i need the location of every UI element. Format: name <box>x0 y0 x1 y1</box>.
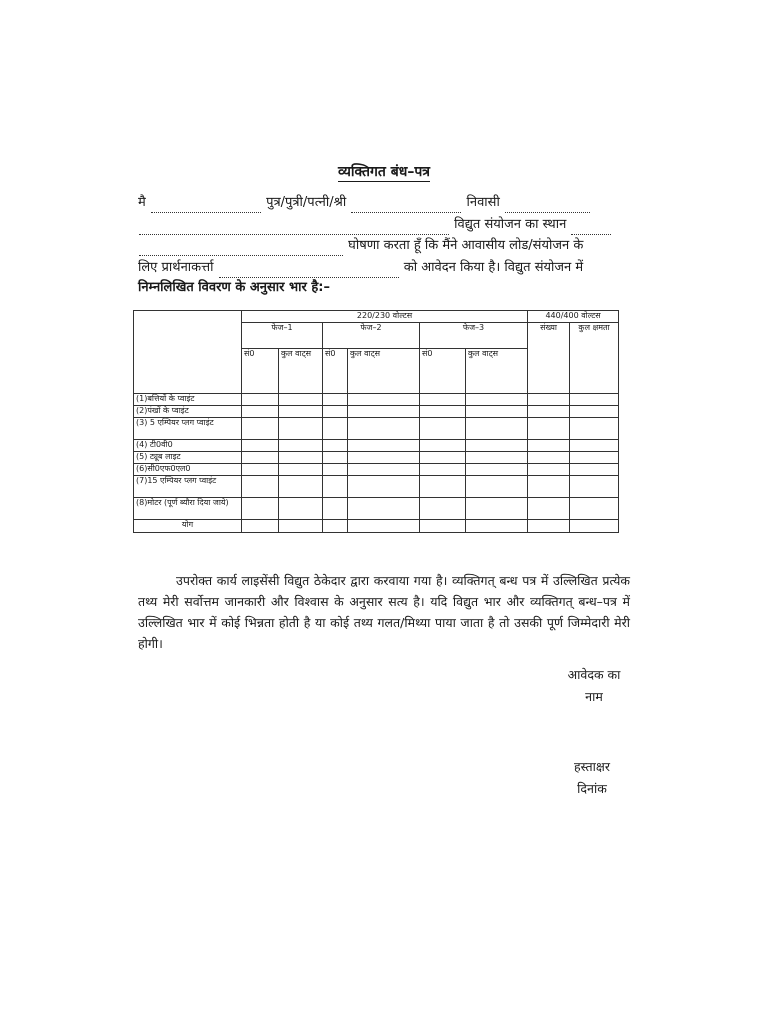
table-row <box>134 418 619 440</box>
cell[interactable] <box>279 476 323 498</box>
cell[interactable] <box>242 452 279 464</box>
header-440v: 440/400 वोल्टस <box>528 311 619 323</box>
cell[interactable] <box>348 440 420 452</box>
row-label: (2)पंखों के प्वाइंट <box>134 406 242 418</box>
cell[interactable] <box>466 464 528 476</box>
cell[interactable] <box>570 520 619 533</box>
signature-date-block <box>556 756 628 800</box>
cell[interactable] <box>242 476 279 498</box>
header-total-capacity: कुल क्षमता <box>570 323 619 394</box>
cell[interactable] <box>466 440 528 452</box>
cell[interactable] <box>420 394 466 406</box>
table-row <box>134 406 619 418</box>
cell[interactable] <box>570 440 619 452</box>
cell[interactable] <box>323 520 348 533</box>
cell[interactable] <box>279 394 323 406</box>
table-row <box>134 476 619 498</box>
cell[interactable] <box>279 440 323 452</box>
cell[interactable] <box>466 452 528 464</box>
cell[interactable] <box>279 520 323 533</box>
cell[interactable] <box>420 452 466 464</box>
cell[interactable] <box>348 406 420 418</box>
cell[interactable] <box>466 418 528 440</box>
header-sno-1: सं0 <box>242 349 279 394</box>
cell[interactable] <box>528 476 570 498</box>
cell[interactable] <box>323 476 348 498</box>
cell[interactable] <box>348 418 420 440</box>
form-line-5 <box>138 278 630 298</box>
blank-name[interactable] <box>151 199 261 213</box>
table-row <box>134 452 619 464</box>
cell[interactable] <box>348 452 420 464</box>
cell[interactable] <box>323 498 348 520</box>
cell[interactable] <box>466 498 528 520</box>
cell[interactable] <box>242 520 279 533</box>
form-line-1 <box>138 193 630 213</box>
cell[interactable] <box>420 418 466 440</box>
applicant-label: आवेदक का <box>567 667 621 682</box>
header-sno-3: सं0 <box>420 349 466 394</box>
cell[interactable] <box>528 498 570 520</box>
row-label: (1)बत्तियों के प्वाइंट <box>134 394 242 406</box>
table-header-row-1 <box>134 311 619 323</box>
cell[interactable] <box>420 476 466 498</box>
blank-applicant[interactable] <box>219 264 399 278</box>
row-label: (3) 5 एम्पियर प्लग प्वाइंट <box>134 418 242 440</box>
cell[interactable] <box>323 452 348 464</box>
cell[interactable] <box>279 452 323 464</box>
header-item-cell <box>134 311 242 394</box>
header-sno-2: सं0 <box>323 349 348 394</box>
label-declaration: घोषणा करता हूँ कि मैंने आवासीय लोड/संयोजन के <box>348 238 584 253</box>
cell[interactable] <box>279 464 323 476</box>
label-main: मै <box>138 195 146 210</box>
cell[interactable] <box>242 406 279 418</box>
header-total-watts-1: कुल वाट्स <box>279 349 323 394</box>
title-text: व्यक्तिगत बंध–पत्र <box>337 164 431 180</box>
date-label: दिनांक <box>577 781 607 796</box>
row-label: (6)सी0एफ0एल0 <box>134 464 242 476</box>
cell[interactable] <box>348 394 420 406</box>
signature-label: हस्ताक्षर <box>574 759 610 774</box>
cell[interactable] <box>570 394 619 406</box>
label-applied: को आवेदन किया है। विद्युत संयोजन में <box>403 260 584 275</box>
label-relation: पुत्र/पुत्री/पत्नी/श्री <box>266 195 347 210</box>
table-row <box>134 464 619 476</box>
declaration-paragraph: उपरोक्त कार्य लाइसेंसी विद्युत ठेकेदार द्वारा करवाया गया है। व्यक्तिगत् बन्ध पत्र में उल्लिखित प्रत्येक तथ्य मेरी सर्वोत्तम जानकारी और विश्वास के अनुसार सत्य है। यदि विद्युत भार और व्यक्तिगत् बन्ध–पत्र में उल्लिखित भार में कोई भिन्नता होती है या कोई तथ्य गलत/मिथ्या पाया जाता है तो उसकी पूर्ण जिम्मेदारी मेरी होगी। <box>138 573 630 651</box>
cell[interactable] <box>348 464 420 476</box>
table-row <box>134 394 619 406</box>
cell[interactable] <box>420 406 466 418</box>
cell[interactable] <box>323 406 348 418</box>
cell[interactable] <box>570 476 619 498</box>
cell[interactable] <box>466 406 528 418</box>
row-label: (4) टी0वी0 <box>134 440 242 452</box>
cell[interactable] <box>323 394 348 406</box>
table-row <box>134 440 619 452</box>
total-label: योग <box>134 520 242 533</box>
label-connection-place: विद्युत संयोजन का स्थान <box>454 217 567 232</box>
cell[interactable] <box>570 406 619 418</box>
header-230v: 220/230 वोल्टस <box>242 311 528 323</box>
row-label: (7)15 एम्पियर प्लग प्वाइंट <box>134 476 242 498</box>
cell[interactable] <box>242 418 279 440</box>
cell[interactable] <box>466 476 528 498</box>
cell[interactable] <box>420 440 466 452</box>
header-phase-2: फेज–2 <box>323 323 420 349</box>
cell[interactable] <box>323 440 348 452</box>
cell[interactable] <box>528 520 570 533</box>
cell[interactable] <box>466 520 528 533</box>
cell[interactable] <box>570 418 619 440</box>
cell[interactable] <box>242 440 279 452</box>
cell[interactable] <box>420 464 466 476</box>
header-phase-3: फेज–3 <box>420 323 528 349</box>
cell[interactable] <box>348 520 420 533</box>
document-title <box>0 162 768 181</box>
applicant-name-block <box>548 664 640 708</box>
cell[interactable] <box>570 498 619 520</box>
cell[interactable] <box>348 476 420 498</box>
table-row <box>134 498 619 520</box>
cell[interactable] <box>242 498 279 520</box>
cell[interactable] <box>528 418 570 440</box>
header-count: संख्या <box>528 323 570 394</box>
cell[interactable] <box>348 498 420 520</box>
cell[interactable] <box>528 452 570 464</box>
cell[interactable] <box>242 394 279 406</box>
table-total-row <box>134 520 619 533</box>
cell[interactable] <box>528 464 570 476</box>
cell[interactable] <box>323 464 348 476</box>
blank-connection-place[interactable] <box>571 221 611 235</box>
blank-address[interactable] <box>139 221 449 235</box>
label-applicant: लिए प्रार्थनाकर्त्ता <box>138 260 214 275</box>
row-label: (8)मोटर (पूर्ण ब्यौरा दिया जाये) <box>134 498 242 520</box>
cell[interactable] <box>528 406 570 418</box>
blank-connection-place-2[interactable] <box>139 242 343 256</box>
header-total-watts-3: कुल वाट्स <box>466 349 528 394</box>
cell[interactable] <box>528 440 570 452</box>
load-table <box>133 310 619 533</box>
cell[interactable] <box>570 464 619 476</box>
cell[interactable] <box>528 394 570 406</box>
form-line-2 <box>138 215 630 235</box>
cell[interactable] <box>570 452 619 464</box>
cell[interactable] <box>466 394 528 406</box>
row-label: (5) ट्यूब लाइट <box>134 452 242 464</box>
name-label: नाम <box>585 689 603 704</box>
cell[interactable] <box>420 520 466 533</box>
cell[interactable] <box>279 406 323 418</box>
label-resident: निवासी <box>466 195 500 210</box>
cell[interactable] <box>279 498 323 520</box>
blank-relation-name[interactable] <box>351 199 461 213</box>
label-load-details: निम्नलिखित विवरण के अनुसार भार है:– <box>138 280 330 295</box>
blank-residence[interactable] <box>505 199 590 213</box>
header-phase-1: फेज–1 <box>242 323 323 349</box>
cell[interactable] <box>420 498 466 520</box>
cell[interactable] <box>279 418 323 440</box>
cell[interactable] <box>323 418 348 440</box>
cell[interactable] <box>242 464 279 476</box>
header-total-watts-2: कुल वाट्स <box>348 349 420 394</box>
form-line-3 <box>138 236 630 256</box>
form-line-4 <box>138 258 630 278</box>
